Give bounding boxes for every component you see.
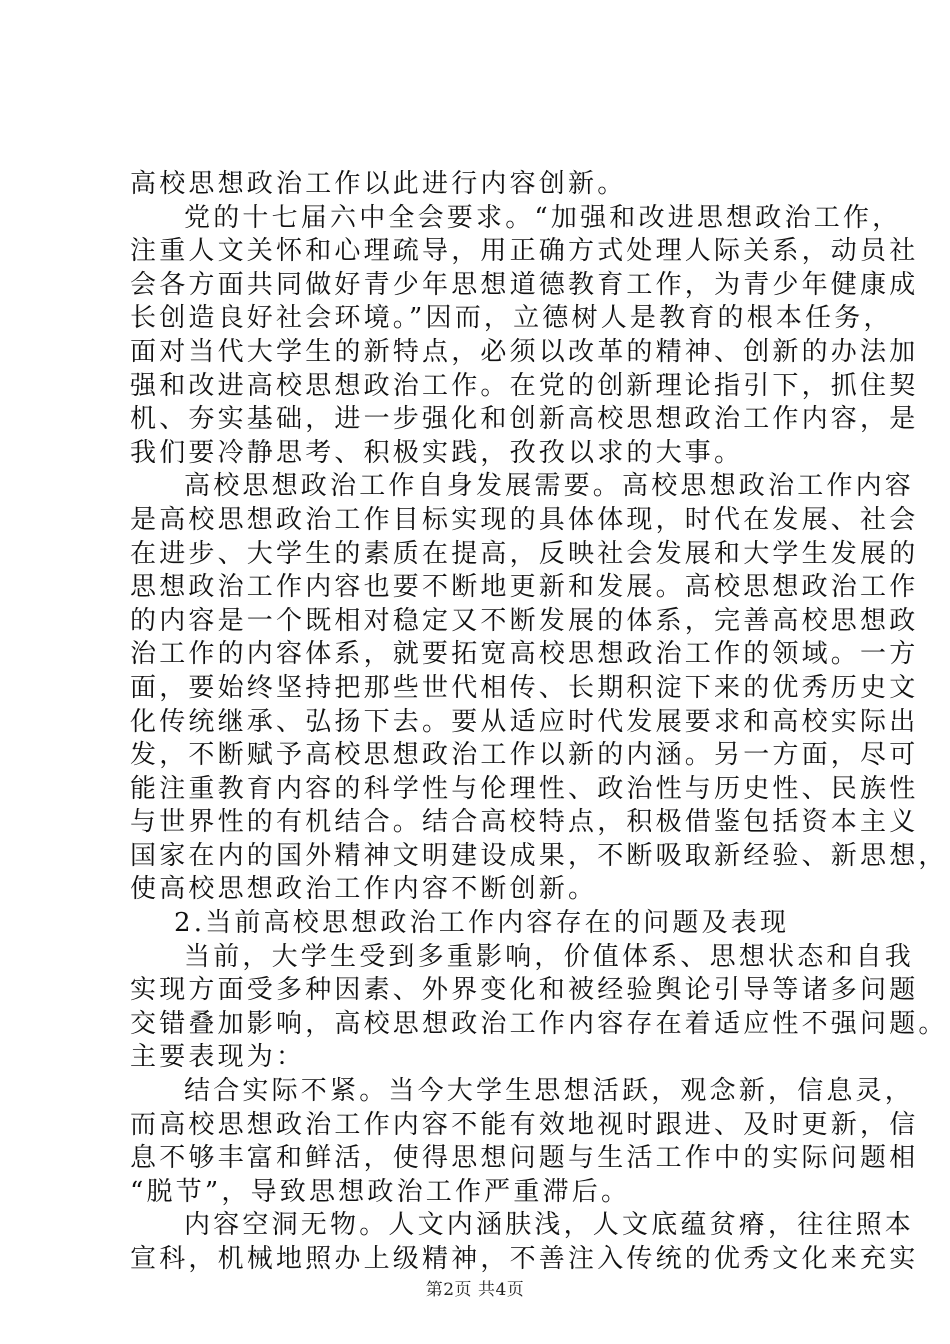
- paragraph-start-line: 结合实际不紧。当今大学生思想活跃，观念新，信息灵，: [184, 1076, 915, 1107]
- text-line: 会各方面共同做好青少年思想道德教育工作，为青少年健康成: [130, 269, 919, 300]
- text-line: 国家在内的国外精神文明建设成果，不断吸取新经验、新思想，: [130, 840, 948, 871]
- paragraph-start-line: 当前，大学生受到多重影响，价值体系、思想状态和自我: [184, 941, 915, 972]
- document-body: [130, 168, 948, 1277]
- text-line: 在进步、大学生的素质在提高，反映社会发展和大学生发展的: [130, 538, 919, 569]
- text-line: 息不够丰富和鲜活，使得思想问题与生活工作中的实际问题相: [130, 1143, 919, 1174]
- text-line: 实现方面受多种因素、外界变化和被经验舆论引导等诸多问题: [130, 975, 919, 1006]
- text-line: 注重人文关怀和心理疏导，用正确方式处理人际关系，动员社: [130, 236, 919, 267]
- text-line: 交错叠加影响，高校思想政治工作内容存在着适应性不强问题。: [130, 1008, 948, 1039]
- text-line: 长创造良好社会环境。”因而，立德树人是教育的根本任务，: [130, 303, 893, 334]
- text-line: 面对当代大学生的新特点，必须以改革的精神、创新的办法加: [130, 336, 919, 367]
- paragraph-start-line: 高校思想政治工作自身发展需要。高校思想政治工作内容: [184, 471, 915, 502]
- text-line: 主要表现为：: [130, 1042, 306, 1073]
- paragraph-start-line: 内容空洞无物。人文内涵肤浅，人文底蕴贫瘠，往往照本: [184, 1210, 915, 1241]
- text-line: 发，不断赋予高校思想政治工作以新的内涵。另一方面，尽可: [130, 740, 919, 771]
- text-line: 宣科，机械地照办上级精神，不善注入传统的优秀文化来充实: [130, 1244, 919, 1274]
- text-line: 化传统继承、弘扬下去。要从适应时代发展要求和高校实际出: [130, 706, 919, 737]
- page-footer: 第2页 共4页: [425, 1280, 525, 1300]
- text-line: “脱节”，导致思想政治工作严重滞后。: [130, 1176, 631, 1207]
- section-heading: 2.当前高校思想政治工作内容存在的问题及表现: [174, 908, 790, 939]
- text-line: 能注重教育内容的科学性与伦理性、政治性与历史性、民族性: [130, 773, 919, 804]
- text-line: 强和改进高校思想政治工作。在党的创新理论指引下，抓住契: [130, 370, 919, 401]
- text-line: 思想政治工作内容也要不断地更新和发展。高校思想政治工作: [130, 572, 919, 603]
- text-line: 是高校思想政治工作目标实现的具体体现，时代在发展、社会: [130, 504, 919, 535]
- text-line: 治工作的内容体系，就要拓宽高校思想政治工作的领域。一方: [130, 639, 919, 670]
- text-line: 使高校思想政治工作内容不断创新。: [130, 874, 598, 905]
- text-line: 我们要冷静思考、积极实践，孜孜以求的大事。: [130, 437, 744, 468]
- text-line: 高校思想政治工作以此进行内容创新。: [130, 169, 627, 199]
- text-line: 机、夯实基础，进一步强化和创新高校思想政治工作内容，是: [130, 404, 919, 435]
- text-line: 面，要始终坚持把那些世代相传、长期积淀下来的优秀历史文: [130, 672, 919, 703]
- text-line: 的内容是一个既相对稳定又不断发展的体系，完善高校思想政: [130, 605, 919, 636]
- paragraph-start-line: 党的十七届六中全会要求。“加强和改进思想政治工作，: [184, 202, 902, 233]
- text-line: 而高校思想政治工作内容不能有效地视时跟进、及时更新，信: [130, 1109, 919, 1140]
- text-line: 与世界性的有机结合。结合高校特点，积极借鉴包括资本主义: [130, 807, 919, 838]
